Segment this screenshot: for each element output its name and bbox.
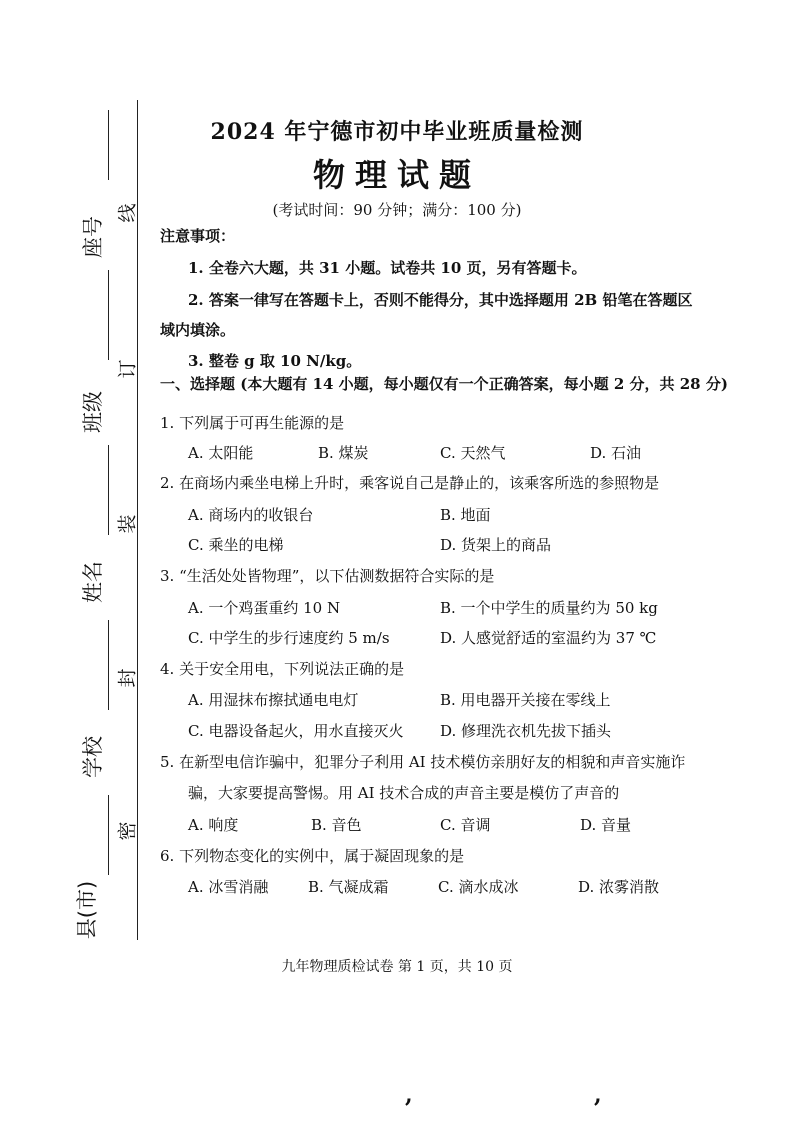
name-label: 姓名 xyxy=(81,561,105,603)
question-stem: 3. “生活处处皆物理”，以下估测数据符合实际的是 xyxy=(160,567,495,585)
option-c: C. 滴水成冰 xyxy=(438,878,519,896)
info-rule-name xyxy=(108,445,109,535)
note-item: 域内填涂。 xyxy=(160,321,236,339)
seal-char-feng: 封 xyxy=(116,668,139,688)
option-a: A. 商场内的收银台 xyxy=(188,506,314,524)
option-d: D. 浓雾消散 xyxy=(578,878,660,896)
info-rule-county xyxy=(108,795,109,875)
question-stem: 2. 在商场内乘坐电梯上升时，乘客说自己是静止的，该乘客所选的参照物是 xyxy=(160,474,660,492)
option-a: A. 响度 xyxy=(188,816,239,834)
seat-label: 座号 xyxy=(81,216,105,258)
section-heading: 一、选择题 (本大题有 14 小题，每小题仅有一个正确答案，每小题 2 分，共 28 分) xyxy=(160,375,728,393)
option-b: B. 一个中学生的质量约为 50 kg xyxy=(440,599,658,617)
notes-heading: 注意事项： xyxy=(160,227,236,245)
option-b: B. 音色 xyxy=(311,816,362,834)
question-stem: 1. 下列属于可再生能源的是 xyxy=(160,414,345,432)
question-stem: 6. 下列物态变化的实例中，属于凝固现象的是 xyxy=(160,847,465,865)
option-d: D. 货架上的商品 xyxy=(440,536,552,554)
option-a: A. 用湿抹布擦拭通电电灯 xyxy=(188,691,359,709)
option-c: C. 电器设备起火，用水直接灭火 xyxy=(188,722,404,740)
option-b: B. 地面 xyxy=(440,506,491,524)
option-c: C. 天然气 xyxy=(440,444,506,462)
info-rule-school xyxy=(108,620,109,710)
option-b: B. 用电器开关接在零线上 xyxy=(440,691,611,709)
option-c: C. 乘坐的电梯 xyxy=(188,536,284,554)
info-rule-class xyxy=(108,270,109,360)
seal-char-mi: 密 xyxy=(116,821,139,841)
scan-mark: , xyxy=(405,1082,413,1108)
question-stem: 5. 在新型电信诈骗中，犯罪分子利用 AI 技术模仿亲朋好友的相貌和声音实施诈 xyxy=(160,753,686,771)
subject-title: 物理试题 xyxy=(312,156,481,194)
option-a: A. 冰雪消融 xyxy=(188,878,269,896)
class-label: 班级 xyxy=(81,391,105,433)
school-label: 学校 xyxy=(81,736,105,778)
option-a: A. 一个鸡蛋重约 10 N xyxy=(188,599,341,617)
seal-char-ding: 订 xyxy=(116,359,139,379)
option-c: C. 音调 xyxy=(440,816,491,834)
option-c: C. 中学生的步行速度约 5 m/s xyxy=(188,629,390,647)
note-item: 3. 整卷 g 取 10 N/kg。 xyxy=(188,352,362,370)
option-d: D. 音量 xyxy=(580,816,632,834)
question-stem-continued: 骗，大家要提高警惕。用 AI 技术合成的声音主要是模仿了声音的 xyxy=(188,784,620,802)
note-item: 1. 全卷六大题，共 31 小题。试卷共 10 页，另有答题卡。 xyxy=(188,259,587,277)
option-a: A. 太阳能 xyxy=(188,444,254,462)
option-d: D. 修理洗衣机先拔下插头 xyxy=(440,722,612,740)
county-label: 县(市) xyxy=(75,880,100,940)
option-d: D. 石油 xyxy=(590,444,642,462)
note-item: 2. 答案一律写在答题卡上，否则不能得分，其中选择题用 2B 铅笔在答题区 xyxy=(188,291,693,309)
scan-mark: , xyxy=(594,1082,602,1108)
option-b: B. 煤炭 xyxy=(318,444,369,462)
page-footer: 九年物理质检试卷 第 1 页，共 10 页 xyxy=(281,959,513,975)
exam-title: 2024 年宁德市初中毕业班质量检测 xyxy=(210,119,584,145)
seal-char-zhuang: 装 xyxy=(116,514,139,534)
question-stem: 4. 关于安全用电，下列说法正确的是 xyxy=(160,660,405,678)
option-d: D. 人感觉舒适的室温约为 37 ℃ xyxy=(440,629,657,647)
option-b: B. 气凝成霜 xyxy=(308,878,389,896)
seal-char-xian: 线 xyxy=(116,203,139,223)
exam-info: (考试时间：90 分钟；满分：100 分) xyxy=(272,201,522,219)
